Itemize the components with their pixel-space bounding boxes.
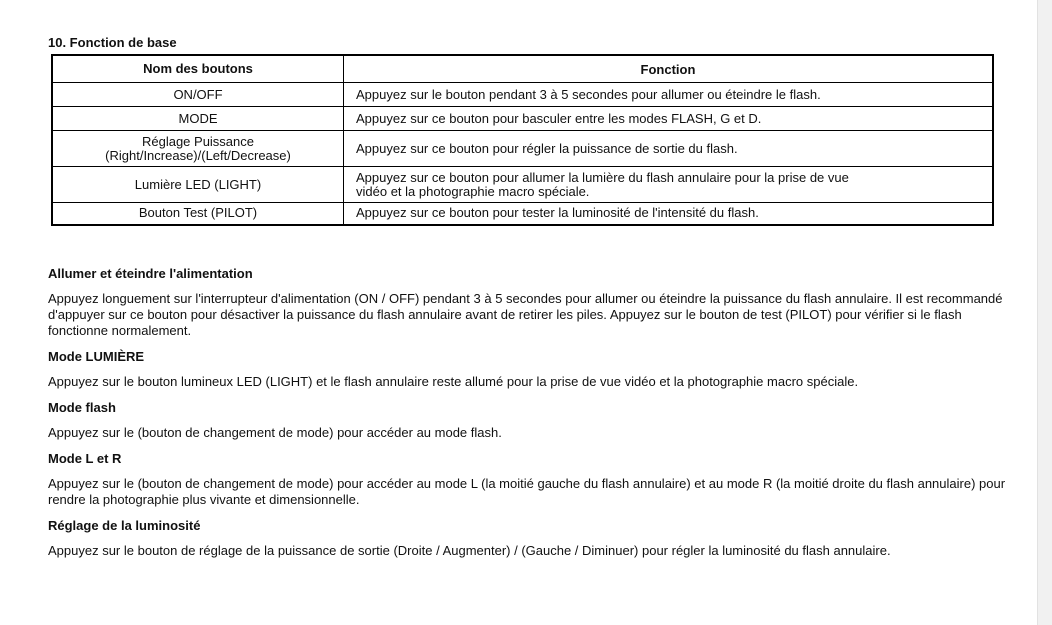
instructions-body <box>48 266 1023 559</box>
function-line1: Appuyez sur ce bouton pour allumer la lumière du flash annulaire pour la prise de vue <box>356 169 849 185</box>
button-name-cell: Bouton Test (PILOT) <box>52 203 344 225</box>
button-name-cell: MODE <box>52 107 344 131</box>
button-function-table <box>51 54 994 226</box>
table-header-row <box>52 55 993 83</box>
button-name-cell: Lumière LED (LIGHT) <box>52 167 344 203</box>
paragraph-flash-mode: Appuyez sur le (bouton de changement de mode) pour accéder au mode flash. <box>48 425 502 440</box>
button-name-line1: Réglage Puissance <box>141 133 255 149</box>
table-row <box>52 167 993 203</box>
section-title: 10. Fonction de base <box>48 35 177 50</box>
function-cell: Appuyez sur ce bouton pour régler la puissance de sortie du flash. <box>344 131 994 167</box>
heading-power: Allumer et éteindre l'alimentation <box>48 266 253 281</box>
heading-lr-mode: Mode L et R <box>48 451 122 466</box>
header-function: Fonction <box>344 55 994 83</box>
table-row <box>52 83 993 107</box>
table-row <box>52 107 993 131</box>
header-button-names: Nom des boutons <box>52 55 344 83</box>
paragraph-power: Appuyez longuement sur l'interrupteur d'alimentation (ON / OFF) pendant 3 à 5 secondes pour allumer ou éteindre la puissance du flash annulaire. Il est recommandé d'appuyer sur ce bouton pour désactiver la puissance du flash annulaire avant de retirer les piles. Appuyez sur le bouton de test (PILOT) pour vérifier si le flash fonctionne normalement. <box>48 291 1003 338</box>
paragraph-brightness: Appuyez sur le bouton de réglage de la puissance de sortie (Droite / Augmenter) / (Gauche / Diminuer) pour régler la luminosité du flash annulaire. <box>48 543 891 558</box>
function-cell: Appuyez sur ce bouton pour tester la luminosité de l'intensité du flash. <box>344 203 994 225</box>
function-cell: Appuyez sur ce bouton pour basculer entre les modes FLASH, G et D. <box>344 107 994 131</box>
scrollbar-track[interactable] <box>1037 0 1052 625</box>
function-cell: Appuyez sur le bouton pendant 3 à 5 secondes pour allumer ou éteindre le flash. <box>344 83 994 107</box>
table-row <box>52 203 993 225</box>
paragraph-lr-mode: Appuyez sur le (bouton de changement de mode) pour accéder au mode L (la moitié gauche du flash annulaire) et au mode R (la moitié droite du flash annulaire) pour rendre la photographie plus vivante et dimensionnelle. <box>48 476 1006 507</box>
heading-light-mode: Mode LUMIÈRE <box>48 349 145 364</box>
paragraph-light-mode: Appuyez sur le bouton lumineux LED (LIGHT) et le flash annulaire reste allumé pour la prise de vue vidéo et la photographie macro spéciale. <box>48 374 859 389</box>
table-row <box>52 131 993 167</box>
function-line2: vidéo et la photographie macro spéciale. <box>356 183 590 199</box>
heading-flash-mode: Mode flash <box>48 400 116 415</box>
button-name-cell: ON/OFF <box>52 83 344 107</box>
heading-brightness: Réglage de la luminosité <box>48 518 201 533</box>
button-name-cell <box>52 131 344 167</box>
function-cell <box>344 167 994 203</box>
button-name-line2: (Right/Increase)/(Left/Decrease) <box>105 147 291 163</box>
